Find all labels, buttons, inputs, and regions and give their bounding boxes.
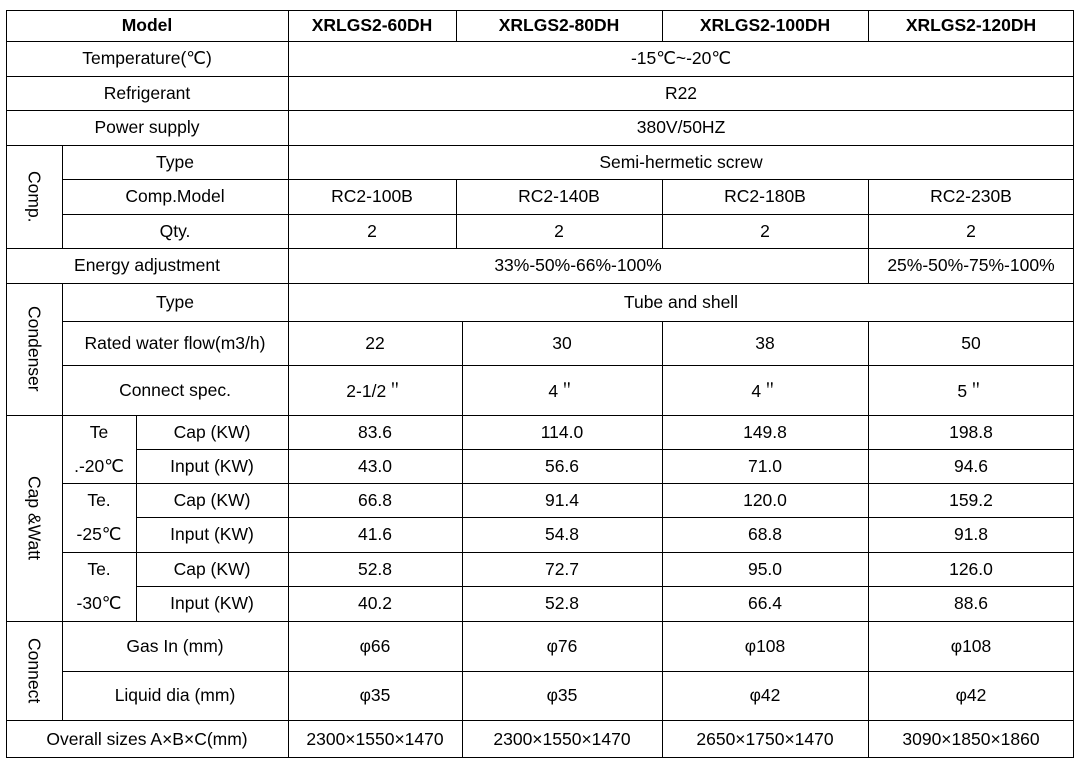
water-flow-label: Rated water flow(m3/h) bbox=[62, 321, 288, 365]
compressor-qty-2: 2 bbox=[456, 214, 662, 248]
overall-sizes-1: 2300×1550×1470 bbox=[288, 720, 462, 758]
condenser-type-label: Type bbox=[62, 283, 288, 321]
cap-25-4: 159.2 bbox=[868, 483, 1074, 517]
gas-in-3: φ108 bbox=[662, 621, 868, 671]
te-20-label-line1: Te bbox=[62, 415, 136, 449]
input-30-4: 88.6 bbox=[868, 586, 1074, 621]
water-flow-2: 30 bbox=[462, 321, 662, 365]
input-25-3: 68.8 bbox=[662, 517, 868, 552]
te-25-label-line2: -25℃ bbox=[62, 517, 136, 552]
header-model-4: XRLGS2-120DH bbox=[868, 10, 1074, 41]
compressor-group-label: Comp. bbox=[6, 145, 62, 248]
compressor-type-label: Type bbox=[62, 145, 288, 179]
liquid-dia-2: φ35 bbox=[462, 671, 662, 720]
connect-spec-2: 4＂ bbox=[462, 365, 662, 415]
header-model-3: XRLGS2-100DH bbox=[662, 10, 868, 41]
liquid-dia-label: Liquid dia (mm) bbox=[62, 671, 288, 720]
water-flow-1: 22 bbox=[288, 321, 462, 365]
cap-25-2: 91.4 bbox=[462, 483, 662, 517]
cap-20-label: Cap (KW) bbox=[136, 415, 288, 449]
te-25-label-line1: Te. bbox=[62, 483, 136, 517]
cap-20-4: 198.8 bbox=[868, 415, 1074, 449]
water-flow-4: 50 bbox=[868, 321, 1074, 365]
energy-adjustment-value-a: 33%-50%-66%-100% bbox=[288, 248, 868, 283]
input-20-label: Input (KW) bbox=[136, 449, 288, 483]
spec-table bbox=[6, 10, 1074, 758]
compressor-model-3: RC2-180B bbox=[662, 179, 868, 214]
cap-20-1: 83.6 bbox=[288, 415, 462, 449]
cap-20-2: 114.0 bbox=[462, 415, 662, 449]
cap-30-3: 95.0 bbox=[662, 552, 868, 586]
input-30-2: 52.8 bbox=[462, 586, 662, 621]
compressor-model-4: RC2-230B bbox=[868, 179, 1074, 214]
overall-sizes-2: 2300×1550×1470 bbox=[462, 720, 662, 758]
input-20-1: 43.0 bbox=[288, 449, 462, 483]
overall-sizes-label: Overall sizes A×B×C(mm) bbox=[6, 720, 288, 758]
cap-30-1: 52.8 bbox=[288, 552, 462, 586]
compressor-qty-1: 2 bbox=[288, 214, 456, 248]
compressor-model-1: RC2-100B bbox=[288, 179, 456, 214]
gas-in-2: φ76 bbox=[462, 621, 662, 671]
power-supply-label: Power supply bbox=[6, 110, 288, 145]
overall-sizes-3: 2650×1750×1470 bbox=[662, 720, 868, 758]
compressor-qty-4: 2 bbox=[868, 214, 1074, 248]
overall-sizes-4: 3090×1850×1860 bbox=[868, 720, 1074, 758]
input-20-2: 56.6 bbox=[462, 449, 662, 483]
energy-adjustment-value-b: 25%-50%-75%-100% bbox=[868, 248, 1074, 283]
connect-spec-1: 2-1/2＂ bbox=[288, 365, 462, 415]
input-30-1: 40.2 bbox=[288, 586, 462, 621]
cap-30-label: Cap (KW) bbox=[136, 552, 288, 586]
compressor-model-2: RC2-140B bbox=[456, 179, 662, 214]
compressor-qty-label: Qty. bbox=[62, 214, 288, 248]
power-supply-value: 380V/50HZ bbox=[288, 110, 1074, 145]
cap-30-2: 72.7 bbox=[462, 552, 662, 586]
refrigerant-label: Refrigerant bbox=[6, 76, 288, 110]
liquid-dia-1: φ35 bbox=[288, 671, 462, 720]
compressor-model-label: Comp.Model bbox=[62, 179, 288, 214]
cap-20-3: 149.8 bbox=[662, 415, 868, 449]
gas-in-1: φ66 bbox=[288, 621, 462, 671]
temperature-value: -15℃~-20℃ bbox=[288, 41, 1074, 76]
refrigerant-value: R22 bbox=[288, 76, 1074, 110]
cap-30-4: 126.0 bbox=[868, 552, 1074, 586]
header-model-1: XRLGS2-60DH bbox=[288, 10, 456, 41]
connect-spec-3: 4＂ bbox=[662, 365, 868, 415]
input-25-1: 41.6 bbox=[288, 517, 462, 552]
compressor-qty-3: 2 bbox=[662, 214, 868, 248]
compressor-type-value: Semi-hermetic screw bbox=[288, 145, 1074, 179]
cap-25-3: 120.0 bbox=[662, 483, 868, 517]
te-30-label-line2: -30℃ bbox=[62, 586, 136, 621]
te-30-label-line1: Te. bbox=[62, 552, 136, 586]
liquid-dia-4: φ42 bbox=[868, 671, 1074, 720]
te-20-label-line2: .-20℃ bbox=[62, 449, 136, 483]
header-model-label: Model bbox=[6, 10, 288, 41]
gas-in-4: φ108 bbox=[868, 621, 1074, 671]
input-20-4: 94.6 bbox=[868, 449, 1074, 483]
input-25-4: 91.8 bbox=[868, 517, 1074, 552]
input-30-label: Input (KW) bbox=[136, 586, 288, 621]
cap-25-label: Cap (KW) bbox=[136, 483, 288, 517]
liquid-dia-3: φ42 bbox=[662, 671, 868, 720]
connect-spec-4: 5＂ bbox=[868, 365, 1074, 415]
header-model-2: XRLGS2-80DH bbox=[456, 10, 662, 41]
energy-adjustment-label: Energy adjustment bbox=[6, 248, 288, 283]
condenser-group-label: Condenser bbox=[6, 283, 62, 415]
cap-watt-group-label: Cap &Watt bbox=[6, 415, 62, 621]
input-20-3: 71.0 bbox=[662, 449, 868, 483]
gas-in-label: Gas In (mm) bbox=[62, 621, 288, 671]
water-flow-3: 38 bbox=[662, 321, 868, 365]
input-25-2: 54.8 bbox=[462, 517, 662, 552]
connect-group-label: Connect bbox=[6, 621, 62, 720]
cap-25-1: 66.8 bbox=[288, 483, 462, 517]
condenser-type-value: Tube and shell bbox=[288, 283, 1074, 321]
input-30-3: 66.4 bbox=[662, 586, 868, 621]
temperature-label: Temperature(℃) bbox=[6, 41, 288, 76]
connect-spec-label: Connect spec. bbox=[62, 365, 288, 415]
input-25-label: Input (KW) bbox=[136, 517, 288, 552]
